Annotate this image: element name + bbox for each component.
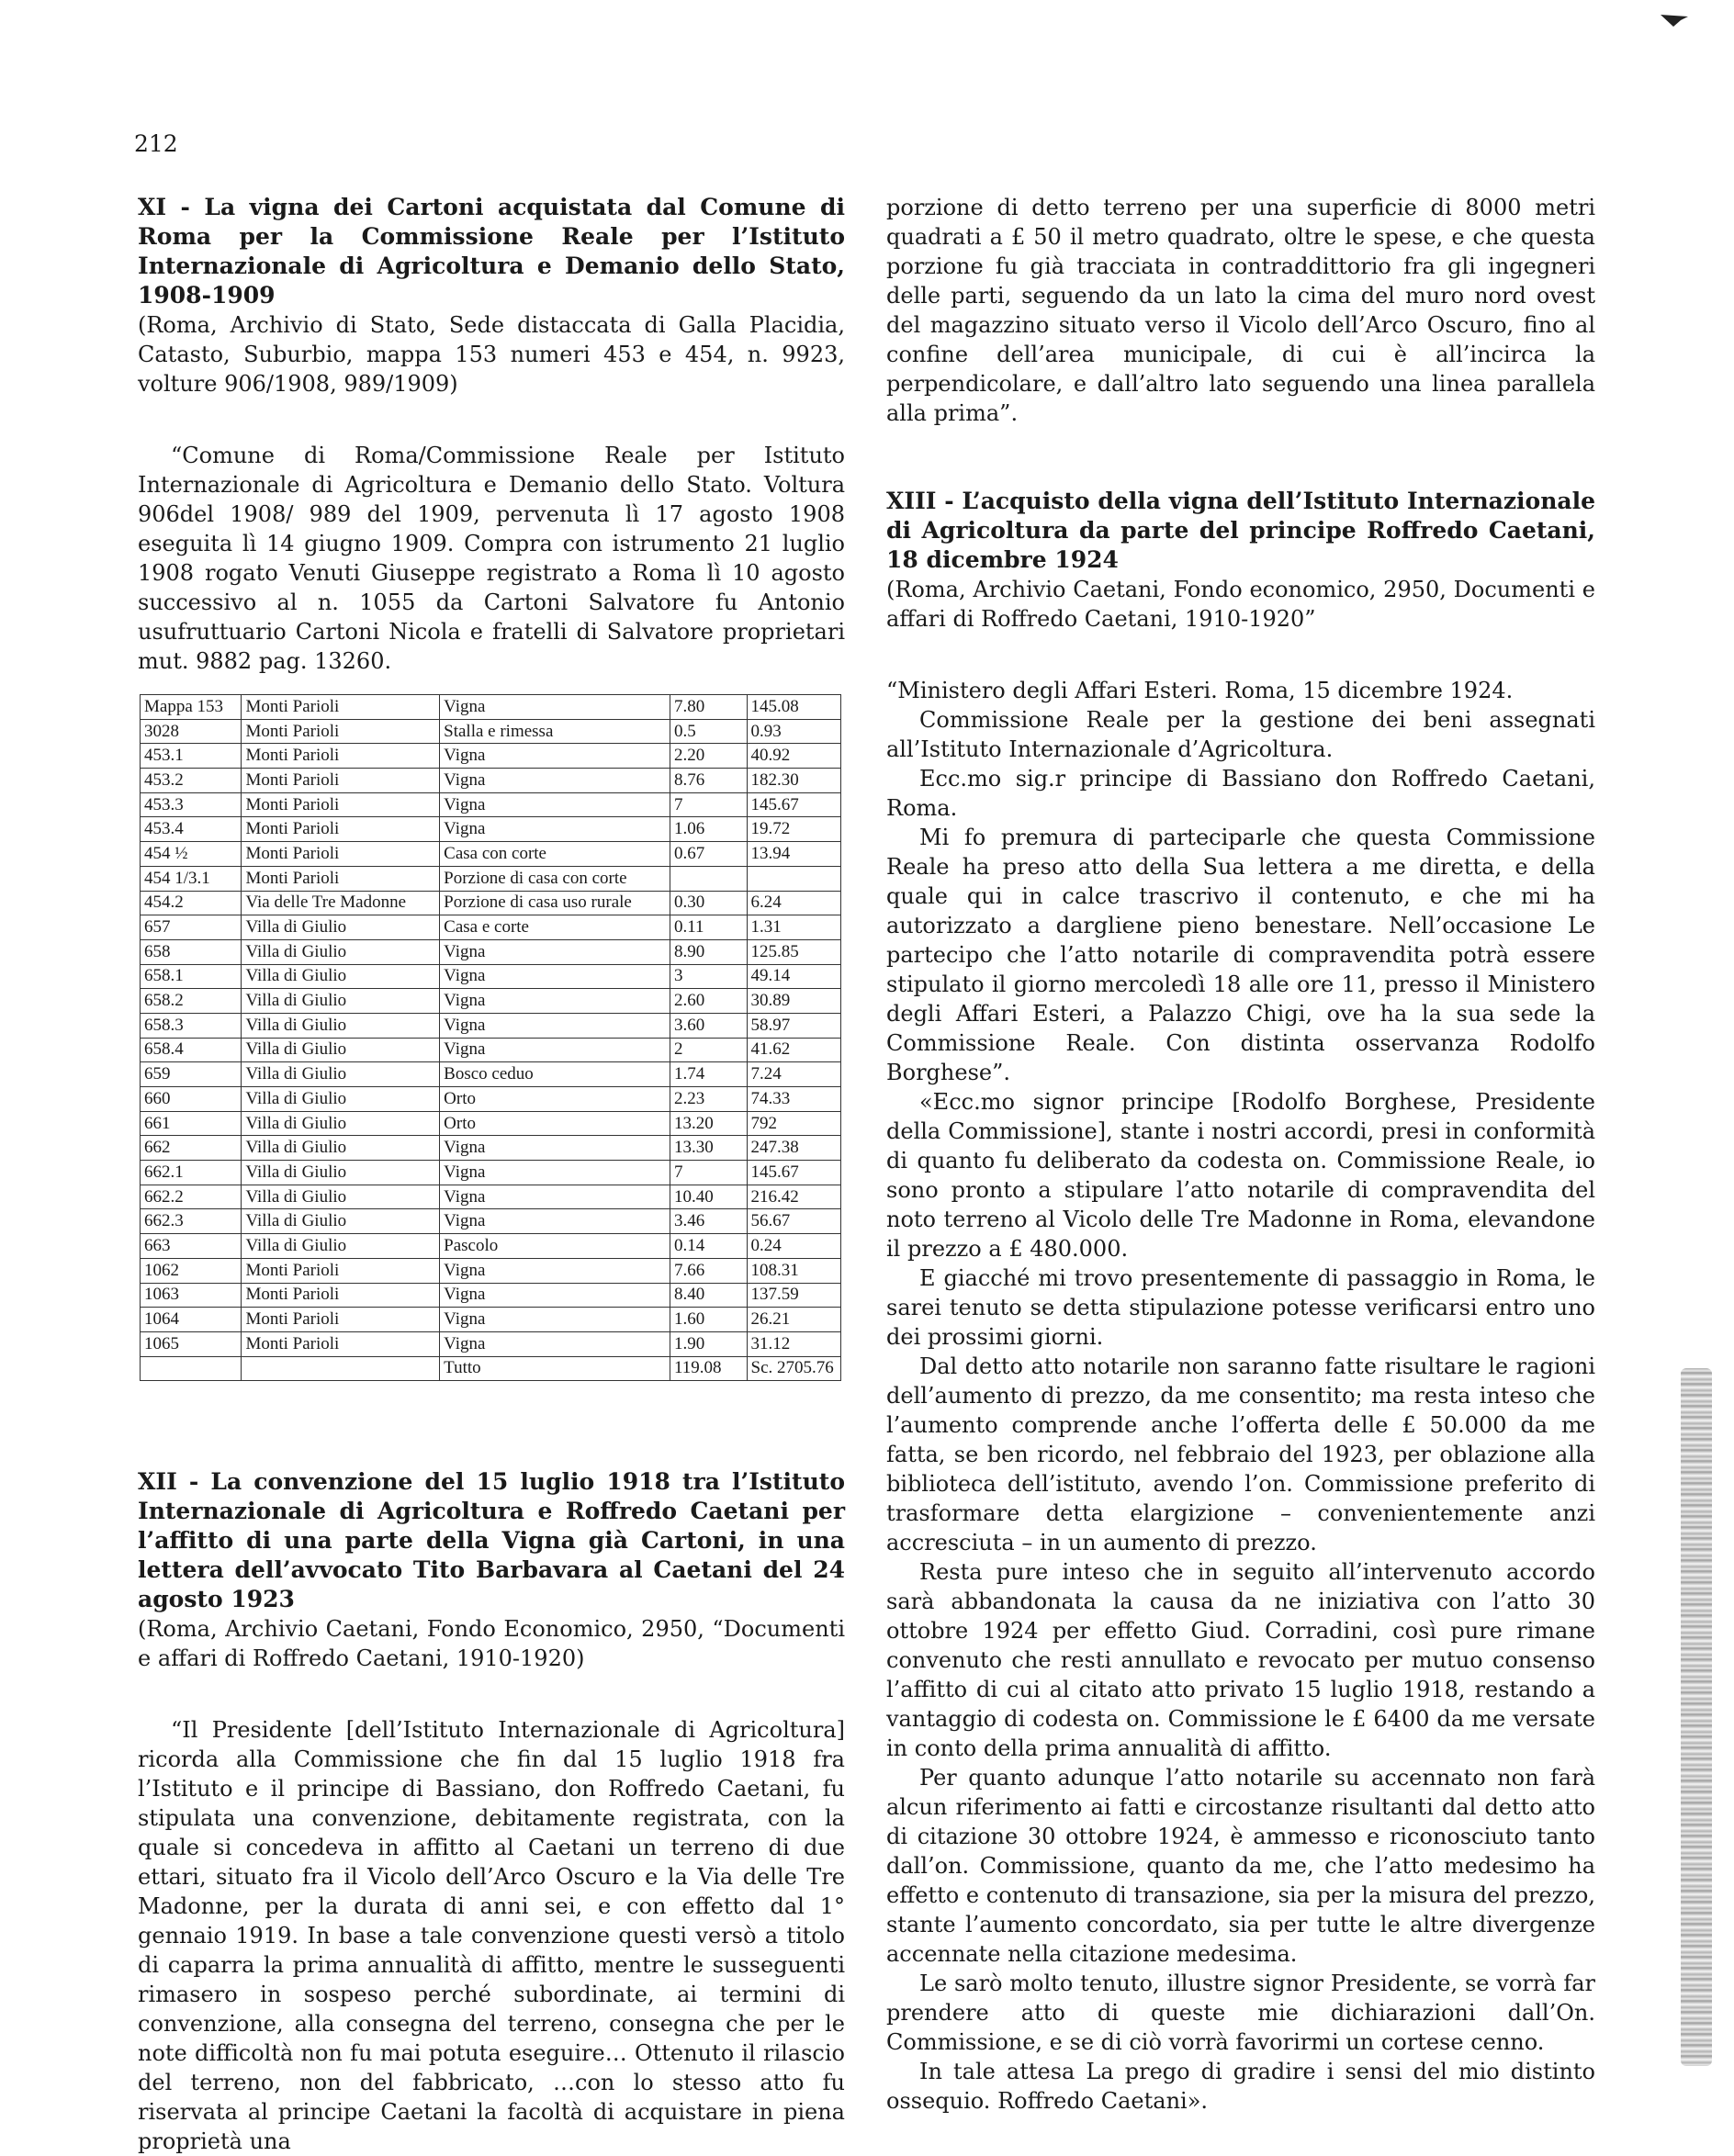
cell-area: 0.5: [670, 719, 747, 744]
section-xiii-source: (Roma, Archivio Caetani, Fondo economico, 2950, Documenti e affari di Roffredo Caetani, 1910-1920”: [886, 577, 1595, 632]
cell-area: 0.30: [670, 891, 747, 915]
table-row: [141, 939, 841, 964]
cell-area: 8.90: [670, 939, 747, 964]
cell-parcel-number: 660: [141, 1087, 242, 1112]
table-row: [141, 744, 841, 769]
land-parcels-table: [140, 694, 841, 1381]
page-number: 212: [134, 130, 178, 157]
cell-land-use: Casa e corte: [440, 915, 670, 940]
letter-paragraph: Per quanto adunque l’atto notarile su accennato non farà alcun riferimento ai fatti e circostanze risultanti dal detto atto di citazione 30 ottobre 1924, è ammesso e riconosciuto tanto dall’on. Commissione, quanto da me, che l’atto medesimo ha effetto e contenuto di transazione, sia per la misura del prezzo, stante l’aumento concordato, sia per tutte le altre divergenze accennate nella citazione medesima.: [886, 1765, 1595, 1967]
cell-land-use: Vigna: [440, 1161, 670, 1185]
cell-land-use: Porzione di casa uso rurale: [440, 891, 670, 915]
cell-land-use: Vigna: [440, 1185, 670, 1209]
table-row: [141, 989, 841, 1014]
cell-value: 49.14: [747, 964, 840, 989]
cell-area: 10.40: [670, 1185, 747, 1209]
cell-parcel-number: Mappa 153: [141, 695, 242, 720]
cell-area: [670, 866, 747, 891]
table-row: [141, 719, 841, 744]
cell-area: 0.14: [670, 1234, 747, 1259]
cell-land-use: Vigna: [440, 1209, 670, 1234]
table-row: [141, 1161, 841, 1185]
letter-paragraph: “Ministero degli Affari Esteri. Roma, 15 dicembre 1924.: [886, 678, 1514, 703]
cell-area: 13.30: [670, 1136, 747, 1161]
cell-parcel-number: 1062: [141, 1258, 242, 1283]
cell-value: 247.38: [747, 1136, 840, 1161]
cell-parcel-number: 3028: [141, 719, 242, 744]
cell-value: 125.85: [747, 939, 840, 964]
cell-locality: Monti Parioli: [242, 866, 440, 891]
cell-land-use: Tutto: [440, 1356, 670, 1381]
cell-parcel-number: 454 ½: [141, 842, 242, 867]
cell-locality: Monti Parioli: [242, 1258, 440, 1283]
cell-parcel-number: 658.2: [141, 989, 242, 1014]
cell-parcel-number: 453.4: [141, 817, 242, 842]
letter-paragraph: Commissione Reale per la gestione dei beni assegnati all’Istituto Internazionale d’Agricoltura.: [886, 707, 1595, 762]
cell-area: 0.67: [670, 842, 747, 867]
cell-locality: [242, 1356, 440, 1381]
cell-value: 40.92: [747, 744, 840, 769]
cell-locality: Villa di Giulio: [242, 1038, 440, 1062]
cell-parcel-number: 662.2: [141, 1185, 242, 1209]
cell-locality: Villa di Giulio: [242, 989, 440, 1014]
scan-corner-mark-icon: [1661, 13, 1688, 28]
cell-land-use: Pascolo: [440, 1234, 670, 1259]
cell-locality: Villa di Giulio: [242, 1161, 440, 1185]
cell-parcel-number: 453.1: [141, 744, 242, 769]
cell-locality: Monti Parioli: [242, 769, 440, 793]
cell-area: 3: [670, 964, 747, 989]
table-row: [141, 1234, 841, 1259]
table-row: [141, 792, 841, 817]
table-row: [141, 1308, 841, 1332]
cell-area: 2.60: [670, 989, 747, 1014]
table-row: [141, 915, 841, 940]
right-column: [886, 193, 1595, 2116]
cell-parcel-number: 454.2: [141, 891, 242, 915]
table-row: [141, 1136, 841, 1161]
cell-area: 7: [670, 1161, 747, 1185]
table-row: [141, 1356, 841, 1381]
letter-paragraph: E giacché mi trovo presentemente di passaggio in Roma, le sarei tenuto se detta stipulazione potesse verificarsi entro uno dei prossimi giorni.: [886, 1265, 1595, 1350]
cell-land-use: Orto: [440, 1087, 670, 1112]
cell-locality: Villa di Giulio: [242, 1013, 440, 1038]
cell-value: 56.67: [747, 1209, 840, 1234]
cell-value: Sc. 2705.76: [747, 1356, 840, 1381]
table-row: [141, 891, 841, 915]
cell-parcel-number: 659: [141, 1062, 242, 1087]
letter-paragraph: «Ecc.mo signor principe [Rodolfo Borghese, Presidente della Commissione], stante i nostri accordi, presi in conformità di quanto fu deliberato da codesta on. Commissione Reale, io sono pronto a stipulare l’atto notarile di compravendita del noto terreno al Vicolo delle Tre Madonne in Roma, elevandone il prezzo a £ 480.000.: [886, 1089, 1595, 1262]
cell-locality: Villa di Giulio: [242, 1062, 440, 1087]
letter-paragraph: Mi fo premura di parteciparle che questa Commissione Reale ha preso atto della Sua lettera a me diretta, e della quale qui in calce trascrivo il contenuto, e che mi ha autorizzato a dargliene pieno benestare. Nell’occasione Le partecipo che l’atto notarile di compravendita potrà essere stipulato il giorno mercoledì 18 alle ore 11, presso il Ministero degli Affari Esteri, a Palazzo Chigi, ove ha la sua sede la Commissione Reale. Con distinta osservanza Rodolfo Borghese”.: [886, 825, 1595, 1085]
cell-land-use: Vigna: [440, 964, 670, 989]
letter-paragraph: In tale attesa La prego di gradire i sensi del mio distinto ossequio. Roffredo Caetani».: [886, 2059, 1595, 2114]
cell-area: 13.20: [670, 1111, 747, 1136]
cell-area: 119.08: [670, 1356, 747, 1381]
cell-parcel-number: 663: [141, 1234, 242, 1259]
left-column: [138, 193, 845, 2156]
cell-land-use: Vigna: [440, 1258, 670, 1283]
letter-paragraph: Dal detto atto notarile non saranno fatte risultare le ragioni dell’aumento di prezzo, da me consentito; ma resta inteso che l’aumento comprende anche l’offerta delle £ 50.000 da me fatta, se ben ricordo, nel febbraio del 1923, per oblazione alla biblioteca dell’istituto, avendo l’on. Commissione preferito di trasformare detta elargizione – convenientemente anzi accresciuta – in un aumento di prezzo.: [886, 1353, 1595, 1555]
cell-value: 1.31: [747, 915, 840, 940]
cell-locality: Villa di Giulio: [242, 1087, 440, 1112]
cell-locality: Villa di Giulio: [242, 964, 440, 989]
section-xi-title: XI - La vigna dei Cartoni acquistata dal Comune di Roma per la Commissione Reale per l’Istituto Internazionale di Agricoltura e Demanio dello Stato, 1908-1909: [138, 194, 845, 309]
cell-locality: Monti Parioli: [242, 695, 440, 720]
section-xii-source: (Roma, Archivio Caetani, Fondo Economico, 2950, “Documenti e affari di Roffredo Caetani, 1910-1920): [138, 1616, 845, 1672]
table-row: [141, 769, 841, 793]
section-xii-quote: “Il Presidente [dell’Istituto Internazionale di Agricoltura] ricorda alla Commissione che fin dal 15 luglio 1918 fra l’Istituto e il principe di Bassiano, don Roffredo Caetani, fu stipulata una convenzione, debitamente registrata, con la quale si concedeva in affitto al Caetani un terreno di due ettari, situato fra il Vicolo dell’Arco Oscuro e la Via delle Tre Madonne, per la durata di anni sei, e con effetto dal 1° gennaio 1919. In base a tale convenzione questi versò a titolo di caparra la prima annualità di affitto, mentre le susseguenti rimasero in sospeso perché subordinate, ai termini di convenzione, alla consegna del terreno, consegna che per le note difficoltà non fu mai potuta eseguire… Ottenuto il rilascio del terreno, non del fabbricato, …con lo stesso atto fu riservata al principe Caetani la facoltà di acquistare in piena proprietà una: [138, 1717, 845, 2155]
section-xi-quote: “Comune di Roma/Commissione Reale per Istituto Internazionale di Agricoltura e Demanio dello Stato. Voltura 906del 1908/ 989 del 1909, pervenuta lì 17 agosto 1908 eseguita lì 14 giugno 1909. Compra con istrumento 21 luglio 1908 rogato Venuti Giuseppe registrato a Roma lì 10 agosto successivo al n. 1055 da Cartoni Salvatore fu Antonio usufruttuario Cartoni Nicola e fratelli di Salvatore proprietari mut. 9882 pag. 13260.: [138, 443, 845, 674]
cell-land-use: Vigna: [440, 695, 670, 720]
cell-area: 8.76: [670, 769, 747, 793]
cell-locality: Villa di Giulio: [242, 1111, 440, 1136]
section-xii-continuation: porzione di detto terreno per una superficie di 8000 metri quadrati a £ 50 il metro quadrato, oltre le spese, e che questa porzione fu già tracciata in contraddittorio fra gli ingegneri delle parti, seguendo da un lato la cima del muro nord ovest del magazzino situato verso il Vicolo dell’Arco Oscuro, fino al confine dell’area municipale, di cui è all’incirca la perpendicolare, e dall’altro lato seguendo una linea parallela alla prima”.: [886, 195, 1595, 426]
cell-value: 0.24: [747, 1234, 840, 1259]
table-row: [141, 1038, 841, 1062]
cell-value: 26.21: [747, 1308, 840, 1332]
cell-land-use: Casa con corte: [440, 842, 670, 867]
cell-parcel-number: 1065: [141, 1331, 242, 1356]
cell-land-use: Stalla e rimessa: [440, 719, 670, 744]
cell-locality: Villa di Giulio: [242, 1185, 440, 1209]
cell-land-use: Bosco ceduo: [440, 1062, 670, 1087]
cell-parcel-number: 454 1/3.1: [141, 866, 242, 891]
cell-value: 7.24: [747, 1062, 840, 1087]
cell-parcel-number: 661: [141, 1111, 242, 1136]
cell-value: 108.31: [747, 1258, 840, 1283]
table-row: [141, 842, 841, 867]
table-row: [141, 1331, 841, 1356]
cell-area: 1.60: [670, 1308, 747, 1332]
cell-parcel-number: [141, 1356, 242, 1381]
cell-area: 2.23: [670, 1087, 747, 1112]
cell-value: 30.89: [747, 989, 840, 1014]
table-row: [141, 964, 841, 989]
cell-locality: Villa di Giulio: [242, 939, 440, 964]
cell-value: 74.33: [747, 1087, 840, 1112]
cell-value: 137.59: [747, 1283, 840, 1308]
cell-value: 792: [747, 1111, 840, 1136]
cell-land-use: Vigna: [440, 744, 670, 769]
table-row: [141, 1209, 841, 1234]
table-row: [141, 1087, 841, 1112]
cell-locality: Villa di Giulio: [242, 1234, 440, 1259]
cell-locality: Monti Parioli: [242, 719, 440, 744]
cell-land-use: Vigna: [440, 817, 670, 842]
cell-area: 7.66: [670, 1258, 747, 1283]
cell-land-use: Vigna: [440, 1038, 670, 1062]
cell-parcel-number: 1064: [141, 1308, 242, 1332]
table-row: [141, 817, 841, 842]
cell-value: 6.24: [747, 891, 840, 915]
cell-area: 8.40: [670, 1283, 747, 1308]
cell-area: 0.11: [670, 915, 747, 940]
cell-value: 145.67: [747, 792, 840, 817]
cell-value: 41.62: [747, 1038, 840, 1062]
cell-locality: Villa di Giulio: [242, 915, 440, 940]
cell-value: 145.08: [747, 695, 840, 720]
cell-land-use: Orto: [440, 1111, 670, 1136]
cell-parcel-number: 658.3: [141, 1013, 242, 1038]
cell-parcel-number: 453.2: [141, 769, 242, 793]
cell-area: 3.46: [670, 1209, 747, 1234]
cell-locality: Monti Parioli: [242, 744, 440, 769]
cell-locality: Monti Parioli: [242, 792, 440, 817]
cell-locality: Monti Parioli: [242, 1308, 440, 1332]
letter-paragraph: Resta pure inteso che in seguito all’intervenuto accordo sarà abbandonata la causa da ne iniziativa con l’atto 30 ottobre 1924 per effetto Giud. Corradini, così pure rimane convenuto che resti annullato e revocato per mutuo consenso l’affitto di cui al citato atto privato 15 luglio 1918, restando a vantaggio di codesta on. Commissione le £ 6400 da me versate in conto della prima annualità di affitto.: [886, 1559, 1595, 1761]
cell-land-use: Vigna: [440, 1331, 670, 1356]
cell-area: 7.80: [670, 695, 747, 720]
cell-land-use: Vigna: [440, 792, 670, 817]
cell-value: 31.12: [747, 1331, 840, 1356]
cell-value: 216.42: [747, 1185, 840, 1209]
cell-locality: Monti Parioli: [242, 817, 440, 842]
cell-land-use: Vigna: [440, 989, 670, 1014]
cell-value: 182.30: [747, 769, 840, 793]
cell-parcel-number: 662: [141, 1136, 242, 1161]
letter-paragraph: Le sarò molto tenuto, illustre signor Presidente, se vorrà far prendere atto di queste mie dichiarazioni dall’On. Commissione, e se di ciò vorrà favorirmi un cortese cenno.: [886, 1971, 1595, 2055]
letter-paragraph: Ecc.mo sig.r principe di Bassiano don Roffredo Caetani, Roma.: [886, 766, 1595, 821]
table-row: [141, 1283, 841, 1308]
table-row: [141, 1258, 841, 1283]
cell-locality: Monti Parioli: [242, 1331, 440, 1356]
cell-locality: Villa di Giulio: [242, 1209, 440, 1234]
cell-land-use: Vigna: [440, 1308, 670, 1332]
cell-area: 3.60: [670, 1013, 747, 1038]
cell-locality: Via delle Tre Madonne: [242, 891, 440, 915]
cell-value: 13.94: [747, 842, 840, 867]
table-row: [141, 1185, 841, 1209]
cell-area: 2.20: [670, 744, 747, 769]
cell-parcel-number: 1063: [141, 1283, 242, 1308]
cell-land-use: Vigna: [440, 1283, 670, 1308]
table-row: [141, 866, 841, 891]
cell-land-use: Porzione di casa con corte: [440, 866, 670, 891]
cell-land-use: Vigna: [440, 939, 670, 964]
cell-land-use: Vigna: [440, 1013, 670, 1038]
table-row: [141, 695, 841, 720]
section-xi-source: (Roma, Archivio di Stato, Sede distaccata di Galla Placidia, Catasto, Suburbio, mappa 153 numeri 453 e 454, n. 9923, volture 906/1908, 989/1909): [138, 312, 845, 397]
cell-locality: Villa di Giulio: [242, 1136, 440, 1161]
cell-land-use: Vigna: [440, 769, 670, 793]
section-xiii-title: XIII - L’acquisto della vigna dell’Istituto Internazionale di Agricoltura da parte del principe Roffredo Caetani, 18 dicembre 1924: [886, 488, 1595, 573]
cell-area: 1.06: [670, 817, 747, 842]
table-row: [141, 1013, 841, 1038]
cell-value: 19.72: [747, 817, 840, 842]
table-row: [141, 1062, 841, 1087]
cell-area: 2: [670, 1038, 747, 1062]
section-xii-title: XII - La convenzione del 15 luglio 1918 tra l’Istituto Internazionale di Agricoltura e Roffredo Caetani per l’affitto di una parte della Vigna già Cartoni, in una lettera dell’avvocato Tito Barbavara al Caetani del 24 agosto 1923: [138, 1468, 845, 1613]
cell-area: 1.90: [670, 1331, 747, 1356]
cell-area: 7: [670, 792, 747, 817]
cell-parcel-number: 658.1: [141, 964, 242, 989]
cell-locality: Monti Parioli: [242, 1283, 440, 1308]
page-binding-shadow: [1681, 1368, 1712, 2066]
cell-land-use: Vigna: [440, 1136, 670, 1161]
cell-parcel-number: 658: [141, 939, 242, 964]
cell-value: 145.67: [747, 1161, 840, 1185]
cell-parcel-number: 662.3: [141, 1209, 242, 1234]
table-row: [141, 1111, 841, 1136]
cell-locality: Monti Parioli: [242, 842, 440, 867]
cell-parcel-number: 657: [141, 915, 242, 940]
cell-value: 58.97: [747, 1013, 840, 1038]
cell-parcel-number: 662.1: [141, 1161, 242, 1185]
cell-parcel-number: 453.3: [141, 792, 242, 817]
cell-value: 0.93: [747, 719, 840, 744]
cell-area: 1.74: [670, 1062, 747, 1087]
cell-value: [747, 866, 840, 891]
cell-parcel-number: 658.4: [141, 1038, 242, 1062]
